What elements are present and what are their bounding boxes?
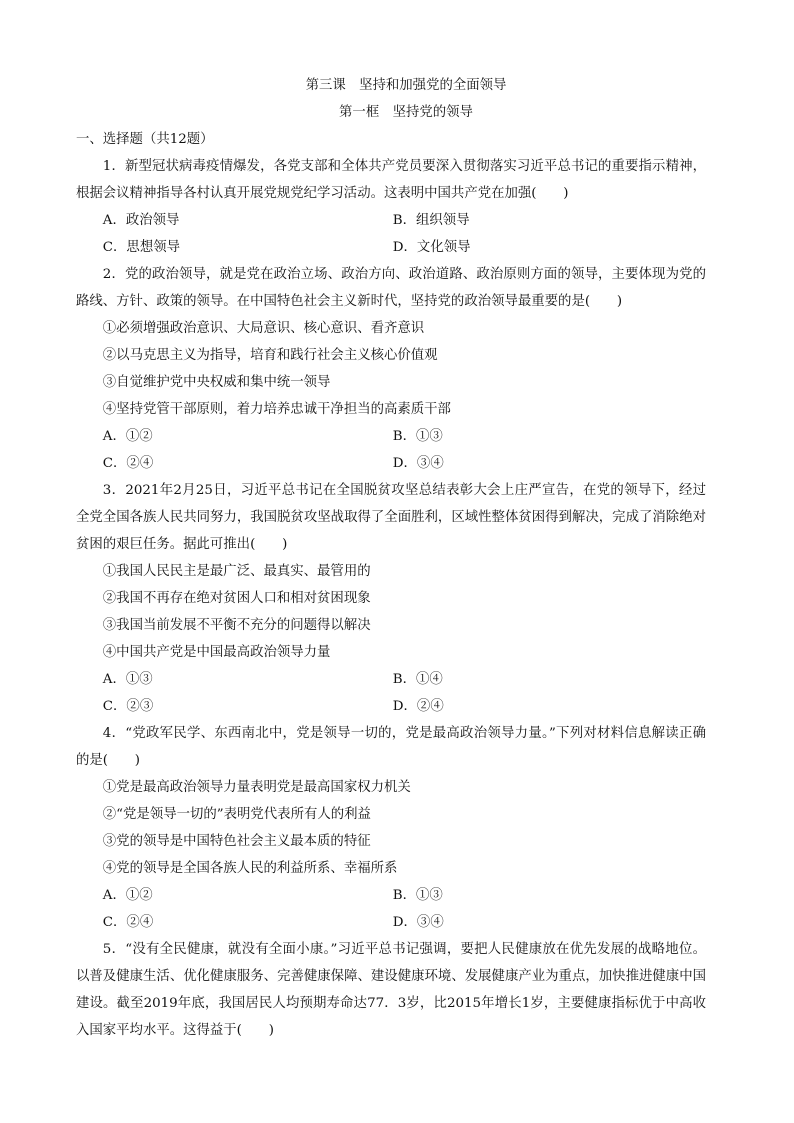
option-row [76,207,706,234]
part-heading: 一、选择题（共12题） [76,132,214,147]
answer-option[interactable]: A．①③ [102,672,153,687]
statement-item: ③自觉维护党中央权威和集中统一领导 [102,375,331,390]
statement-item: ①我国人民民主是最广泛、最真实、最管用的 [102,564,371,579]
question-stem: 1．新型冠状病毒疫情爆发，各党支部和全体共产党员要深入贯彻落实习近平总书记的重要指示精神，根据会议精神指导各村认真开展党规党纪学习活动。这表明中国共产党在加强( ) [76,159,706,201]
question-stem: 5．“没有全民健康，就没有全面小康。”习近平总书记强调，要把人民健康放在优先发展的战略地位。以普及健康生活、优化健康服务、完善健康保障、建设健康环境、发展健康产业为重点，加快推进健康中国建设。截至2019年底，我国居民人均预期寿命达77．3岁，比2015年增长1岁，主要健康指标优于中高收入国家平均水平。这得益于( ) [76,942,706,1038]
option-row [76,450,706,477]
option-row [76,234,706,261]
question-2 [76,261,706,477]
answer-option[interactable]: D．文化领导 [392,240,471,255]
lesson-title: 第三课 坚持和加强党的全面领导 [305,78,507,93]
statement-item: ②“党是领导一切的”表明党代表所有人的利益 [102,807,371,822]
statement-item: ①必须增强政治意识、大局意识、核心意识、看齐意识 [102,321,425,336]
option-row [76,882,706,909]
question-stem: 3．2021年2月25日，习近平总书记在全国脱贫攻坚总结表彰大会上庄严宣告，在党的领导下，经过全党全国各族人民共同努力，我国脱贫攻坚战取得了全面胜利，区域性整体贫困得到解决，完成了消除绝对贫困的艰巨任务。据此可推出( ) [76,483,706,552]
answer-option[interactable]: B．组织领导 [392,213,470,228]
option-row [76,666,706,693]
statement-item: ④中国共产党是中国最高政治领导力量 [102,645,331,660]
answer-option[interactable]: C．②④ [102,915,154,930]
answer-option[interactable]: B．①③ [392,888,443,903]
option-row [76,423,706,450]
answer-option[interactable]: A．①② [102,888,153,903]
answer-option[interactable]: D．③④ [392,915,444,930]
question-5 [76,936,706,1044]
answer-option[interactable]: B．①③ [392,429,443,444]
question-1 [76,153,706,261]
question-stem: 4．“党政军民学、东西南北中，党是领导一切的，党是最高政治领导力量。”下列对材料信息解读正确的是( ) [76,726,706,768]
answer-option[interactable]: C．②③ [102,699,154,714]
option-row [76,909,706,936]
answer-option[interactable]: D．②④ [392,699,444,714]
statement-item: ③党的领导是中国特色社会主义最本质的特征 [102,834,371,849]
answer-option[interactable]: B．①④ [392,672,443,687]
answer-option[interactable]: C．②④ [102,456,154,471]
section-title: 第一框 坚持党的领导 [339,105,473,120]
statement-item: ③我国当前发展不平衡不充分的问题得以解决 [102,618,371,633]
statement-item: ④党的领导是全国各族人民的利益所系、幸福所系 [102,861,398,876]
answer-option[interactable]: A．政治领导 [102,213,180,228]
question-list [76,153,706,1044]
answer-option[interactable]: C．思想领导 [102,240,180,255]
question-3 [76,477,706,720]
question-4 [76,720,706,936]
statement-item: ②我国不再存在绝对贫困人口和相对贫困现象 [102,591,371,606]
option-row [76,693,706,720]
answer-option[interactable]: A．①② [102,429,153,444]
answer-option[interactable]: D．③④ [392,456,444,471]
statement-item: ①党是最高政治领导力量表明党是最高国家权力机关 [102,780,411,795]
question-stem: 2．党的政治领导，就是党在政治立场、政治方向、政治道路、政治原则方面的领导，主要体现为党的路线、方针、政策的领导。在中国特色社会主义新时代，坚持党的政治领导最重要的是( ) [76,267,706,309]
statement-item: ④坚持党管干部原则，着力培养忠诚干净担当的高素质干部 [102,402,451,417]
statement-item: ②以马克思主义为指导，培育和践行社会主义核心价值观 [102,348,438,363]
